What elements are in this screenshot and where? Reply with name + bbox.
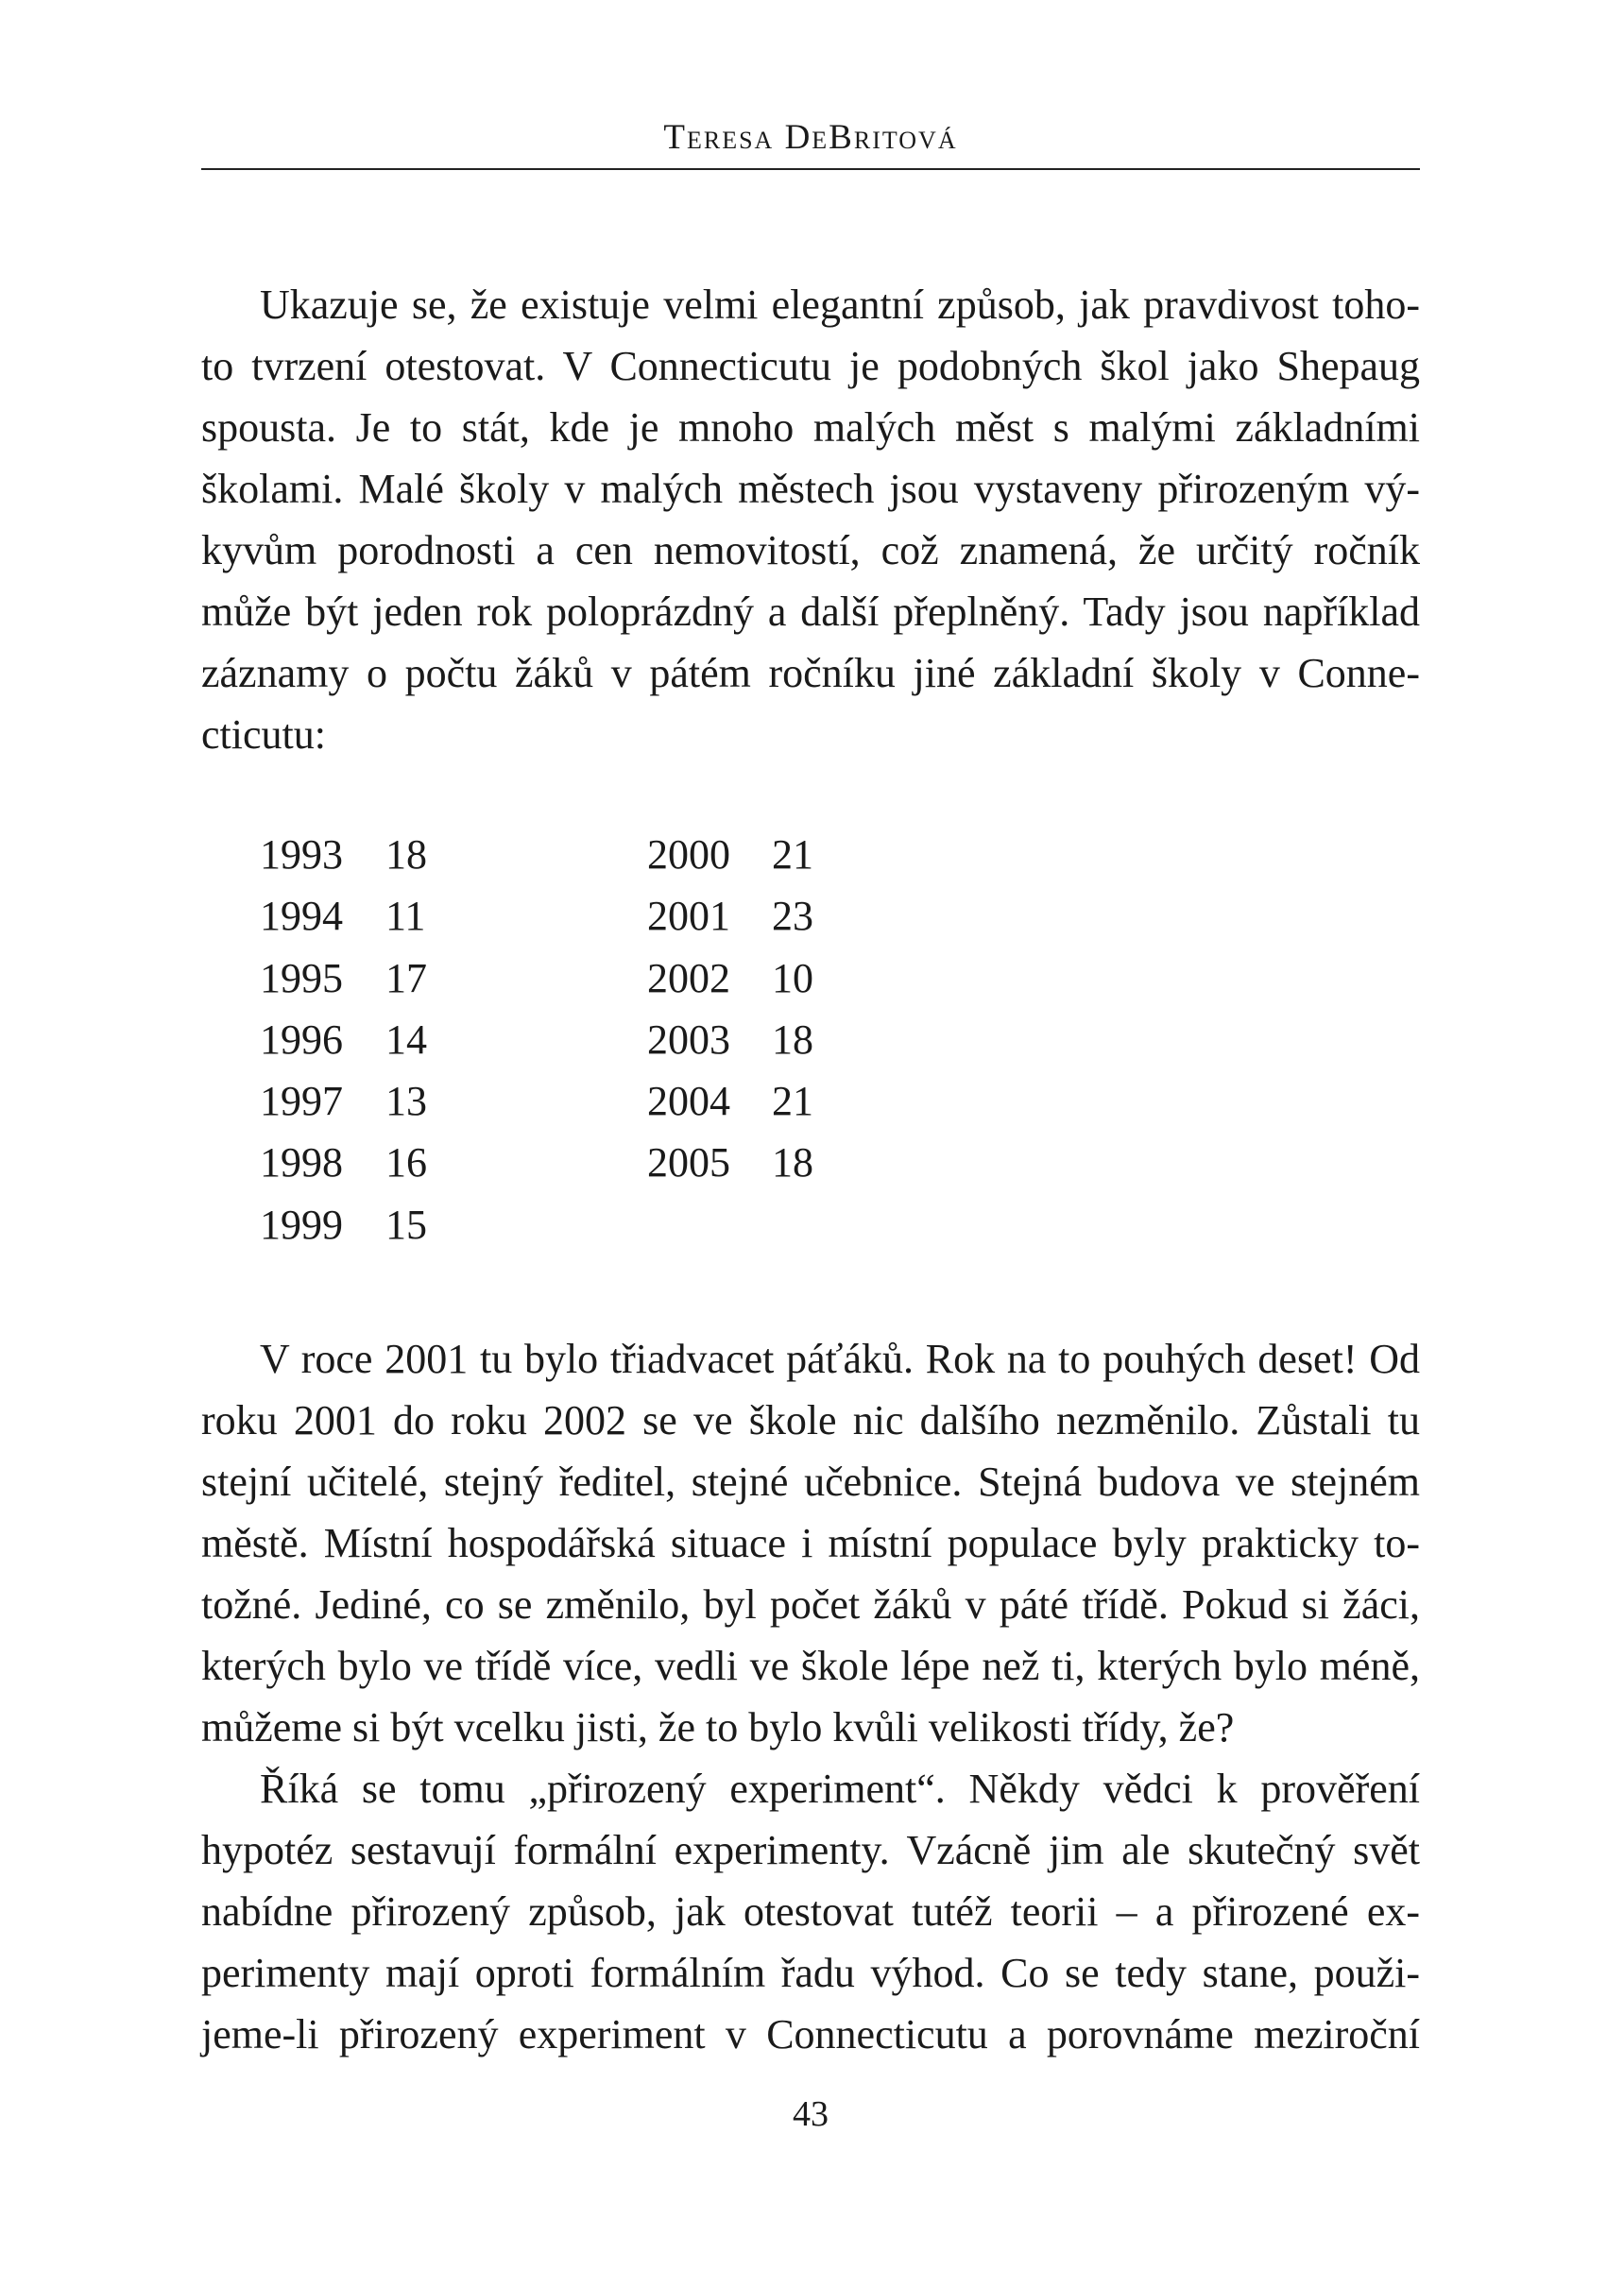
table-cell-year: 2000 bbox=[647, 831, 730, 878]
table-cell-count: 16 bbox=[385, 1139, 427, 1187]
paragraph-line: jeme-li přirozený experiment v Connecticutu a porovnáme meziroční bbox=[201, 2011, 1420, 2057]
paragraph-line: městě. Místní hospodářská situace i místní populace byly prakticky to- bbox=[201, 1520, 1420, 1566]
table-cell-year: 1997 bbox=[260, 1078, 343, 1125]
paragraph-line: roku 2001 do roku 2002 se ve škole nic dalšího nezměnilo. Zůstali tu bbox=[201, 1397, 1420, 1443]
table-cell-year: 2001 bbox=[647, 893, 730, 940]
paragraph-3 bbox=[201, 1758, 1420, 2065]
paragraph-line: kyvům porodnosti a cen nemovitostí, což znamená, že určitý ročník bbox=[201, 527, 1420, 573]
table-cell-count: 13 bbox=[385, 1078, 427, 1125]
table-cell-count: 23 bbox=[772, 893, 813, 940]
paragraph-line: tožné. Jediné, co se změnilo, byl počet žáků v páté třídě. Pokud si žáci, bbox=[201, 1581, 1420, 1628]
header-rule bbox=[201, 168, 1420, 170]
table-cell-year: 1994 bbox=[260, 893, 343, 940]
table-cell-count: 18 bbox=[772, 1016, 813, 1063]
table-cell-count: 14 bbox=[385, 1016, 427, 1063]
table-row bbox=[260, 824, 921, 885]
table-cell-year: 1996 bbox=[260, 1016, 343, 1063]
paragraph-line: V roce 2001 tu bylo třiadvacet páťáků. Rok na to pouhých deset! Od bbox=[260, 1336, 1420, 1382]
table-cell-year: 2002 bbox=[647, 954, 730, 1001]
paragraph-line: školami. Malé školy v malých městech jsou vystaveny přirozeným vý- bbox=[201, 466, 1420, 512]
table-cell-year: 1998 bbox=[260, 1139, 343, 1187]
paragraph-line: stejní učitelé, stejný ředitel, stejné učebnice. Stejná budova ve stejném bbox=[201, 1459, 1420, 1505]
table-cell-year: 2004 bbox=[647, 1078, 730, 1125]
paragraph-line: to tvrzení otestovat. V Connecticutu je podobných škol jako Shepaug bbox=[201, 343, 1420, 389]
table-row bbox=[260, 1132, 921, 1193]
paragraph-2 bbox=[201, 1328, 1420, 1758]
paragraph-line: může být jeden rok poloprázdný a další přeplněný. Tady jsou například bbox=[201, 589, 1420, 635]
table-cell-count: 15 bbox=[385, 1201, 427, 1248]
table-cell-count: 11 bbox=[385, 893, 426, 940]
table-row bbox=[260, 885, 921, 947]
running-head: Teresa DeBritová bbox=[663, 118, 958, 157]
table-cell-count: 17 bbox=[385, 954, 427, 1001]
table-row bbox=[260, 1194, 921, 1255]
table-row bbox=[260, 1070, 921, 1132]
paragraph-line: spousta. Je to stát, kde je mnoho malých měst s malými základními bbox=[201, 404, 1420, 451]
paragraph-line: Říká se tomu „přirozený experiment“. Někdy vědci k prověření bbox=[260, 1766, 1420, 1812]
paragraph-line: perimenty mají oproti formálním řadu výhod. Co se tedy stane, použi- bbox=[201, 1950, 1420, 1996]
paragraph-line: Ukazuje se, že existuje velmi elegantní způsob, jak pravdivost toho- bbox=[260, 282, 1420, 328]
table-cell-year: 2003 bbox=[647, 1016, 730, 1063]
page-number: 43 bbox=[793, 2094, 829, 2134]
table-cell-count: 10 bbox=[772, 954, 813, 1001]
table-cell-count: 18 bbox=[772, 1139, 813, 1187]
table-cell-year: 1995 bbox=[260, 954, 343, 1001]
table-cell-year: 1999 bbox=[260, 1201, 343, 1248]
paragraph-line: cticutu: bbox=[201, 711, 326, 758]
paragraph-line: kterých bylo ve třídě více, vedli ve škole lépe než ti, kterých bylo méně, bbox=[201, 1643, 1420, 1689]
table-cell-year: 2005 bbox=[647, 1139, 730, 1187]
table-cell-count: 21 bbox=[772, 831, 813, 878]
table-cell-count: 18 bbox=[385, 831, 427, 878]
paragraph-line: nabídne přirozený způsob, jak otestovat tutéž teorii – a přirozené ex- bbox=[201, 1888, 1420, 1935]
paragraph-line: záznamy o počtu žáků v pátém ročníku jiné základní školy v Conne- bbox=[201, 650, 1420, 696]
table-row bbox=[260, 1009, 921, 1070]
table-cell-count: 21 bbox=[772, 1078, 813, 1125]
table-row bbox=[260, 948, 921, 1009]
table-cell-year: 1993 bbox=[260, 831, 343, 878]
paragraph-line: můžeme si být vcelku jisti, že to bylo kvůli velikosti třídy, že? bbox=[201, 1704, 1235, 1750]
enrollment-table bbox=[260, 824, 921, 1255]
paragraph-line: hypotéz sestavují formální experimenty. Vzácně jim ale skutečný svět bbox=[201, 1827, 1420, 1873]
paragraph-1 bbox=[201, 274, 1420, 765]
